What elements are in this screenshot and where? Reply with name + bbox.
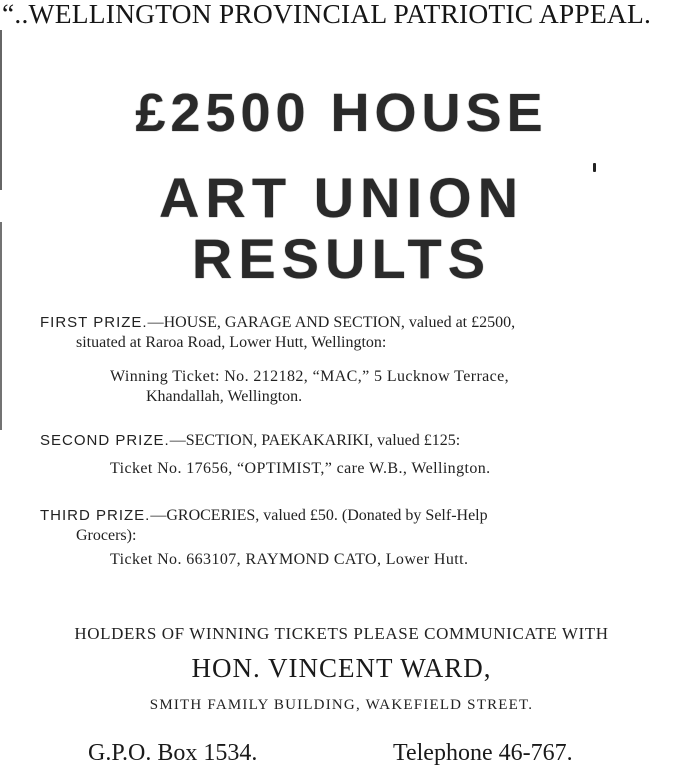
first-prize-desc: —HOUSE, GARAGE AND SECTION, valued at £2500, (147, 314, 516, 331)
first-prize-block (40, 313, 670, 407)
third-prize-donor: Grocers): (76, 527, 137, 544)
first-prize-ticket: Winning Ticket: No. 212182, “MAC,” 5 Lucknow Terrace, (110, 368, 510, 385)
second-prize-label: SECOND PRIZE. (40, 432, 170, 449)
headline-art-union: ART UNION (158, 166, 525, 229)
first-prize-ticket-address: Khandallah, Wellington. (146, 388, 303, 405)
first-prize-label: FIRST PRIZE. (40, 314, 148, 331)
contact-name: HON. VINCENT WARD, (191, 653, 492, 683)
first-prize-location: situated at Raroa Road, Lower Hutt, Wellington: (76, 334, 387, 351)
headline-house: £2500 HOUSE (135, 83, 548, 143)
third-prize-label: THIRD PRIZE. (40, 507, 151, 524)
appeal-header: “..WELLINGTON PROVINCIAL PATRIOTIC APPEAL. (2, 0, 652, 29)
second-prize-block (40, 431, 670, 479)
headline-results: RESULTS (191, 227, 492, 290)
contact-address: SMITH FAMILY BUILDING, WAKEFIELD STREET. (149, 697, 534, 713)
third-prize-desc: —GROCERIES, valued £50. (Donated by Self-Help (150, 507, 488, 524)
third-prize-ticket: Ticket No. 663107, RAYMOND CATO, Lower Hutt. (110, 551, 469, 568)
telephone: Telephone 46-767. (393, 740, 573, 766)
second-prize-desc: —SECTION, PAEKAKARIKI, valued £125: (169, 432, 461, 449)
holders-notice: HOLDERS OF WINNING TICKETS PLEASE COMMUNICATE WITH (74, 624, 609, 643)
third-prize-block (40, 506, 670, 570)
second-prize-ticket: Ticket No. 17656, “OPTIMIST,” care W.B., Wellington. (110, 460, 491, 477)
po-box: G.P.O. Box 1534. (88, 740, 258, 766)
